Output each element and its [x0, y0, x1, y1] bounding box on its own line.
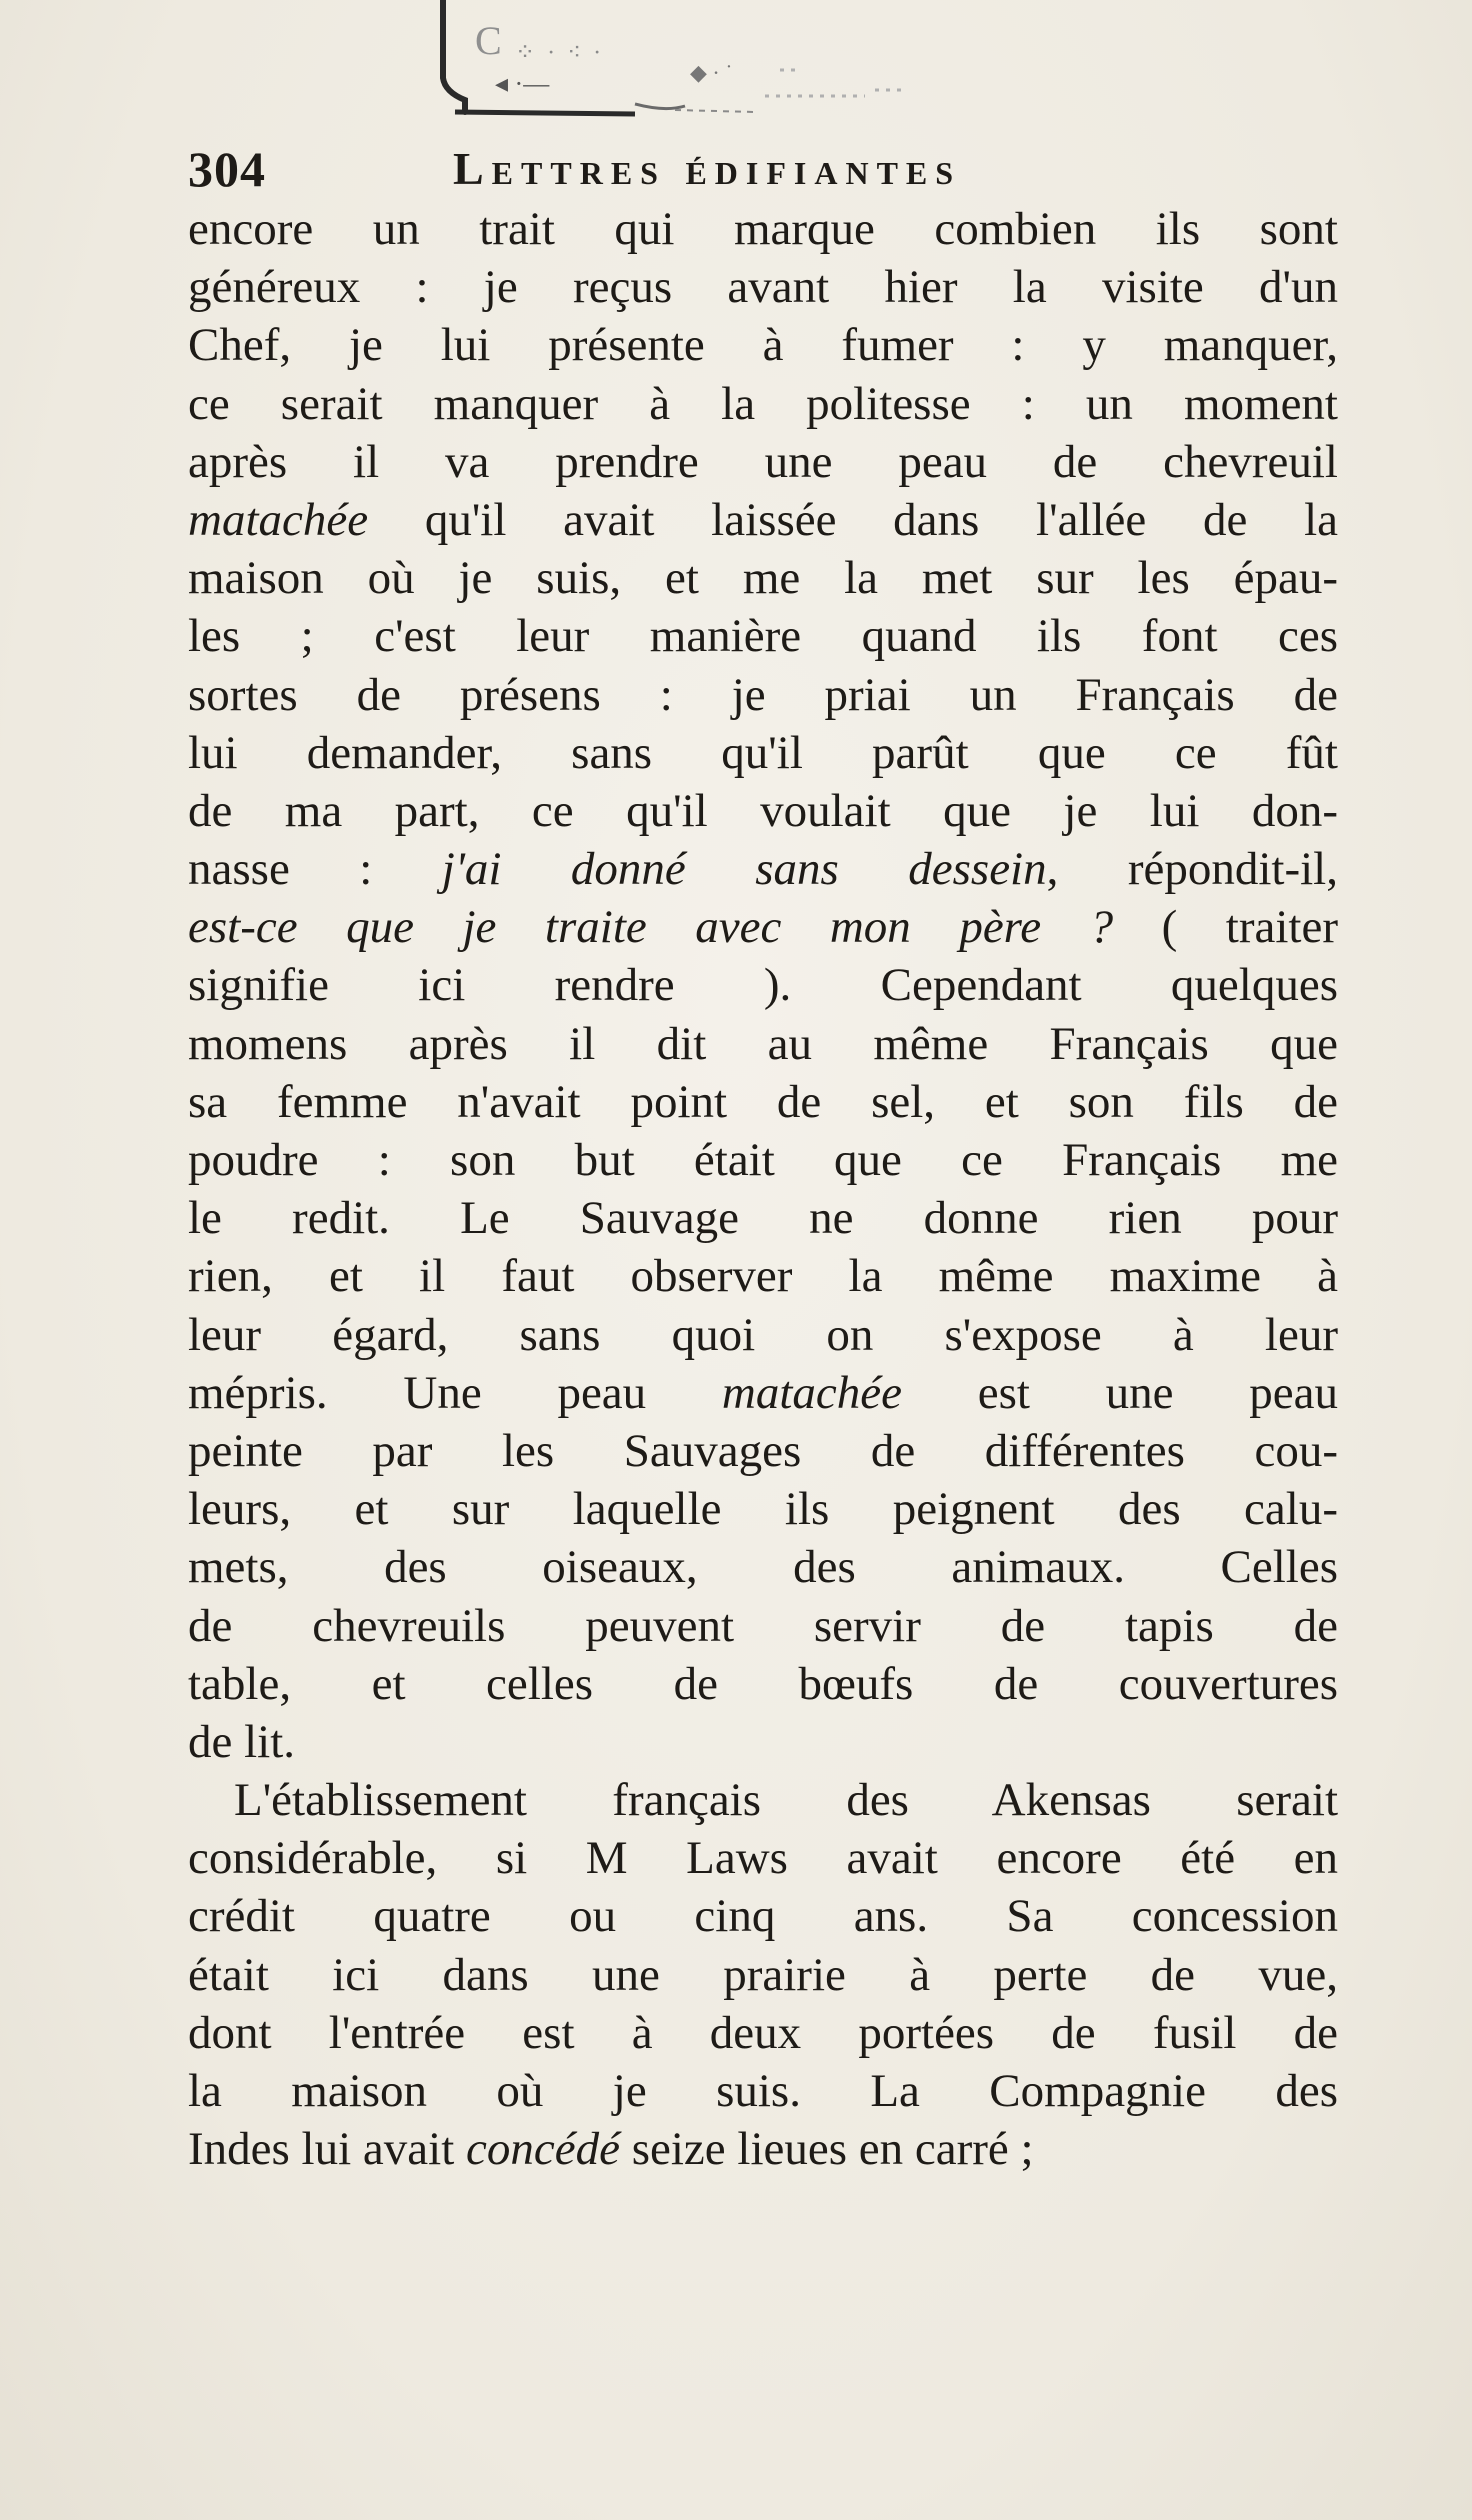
italic-text: j'ai donné sans dessein — [441, 843, 1047, 896]
text-line: signifie ici rendre ). Cependant quelques — [188, 959, 1338, 1012]
text-line: Chef, je lui présente à fumer : y manquer, — [188, 319, 1338, 372]
text-segment: , répondit-il, — [1046, 843, 1338, 896]
text-line: ce serait manquer à la politesse : un moment — [188, 377, 1338, 430]
text-line: sortes de présens : je priai un Français de — [188, 668, 1338, 721]
text-segment: Indes lui avait — [188, 2123, 467, 2176]
italic-text: matachée — [721, 1366, 902, 1419]
text-line: les ; c'est leur manière quand ils font ces — [188, 610, 1338, 663]
text-line: poudre : son but était que ce Français me — [188, 1134, 1338, 1186]
text-line: après il va prendre une peau de chevreuil — [188, 435, 1338, 488]
text-line: sa femme n'avait point de sel, et son fils de — [188, 1075, 1338, 1128]
text-segment: seize lieues en carré ; — [619, 2123, 1034, 2176]
italic-text: matachée — [188, 493, 369, 546]
text-line: de lit. — [188, 1715, 296, 1768]
text-line: mets, des oiseaux, des animaux. Celles — [188, 1541, 1338, 1594]
svg-text:⁘ · ⁖ ·: ⁘ · ⁖ · — [515, 40, 605, 66]
text-line: maison où je suis, et me la met sur les épau- — [188, 552, 1338, 605]
text-segment: ( traiter — [1113, 901, 1338, 954]
text-line: la maison où je suis. La Compagnie des — [188, 2065, 1338, 2117]
text-line: peinte par les Sauvages de différentes cou- — [188, 1424, 1338, 1477]
text-line — [188, 898, 1338, 956]
text-line — [188, 2120, 1338, 2178]
text-line: considérable, si M Laws avait encore été en — [188, 1832, 1338, 1885]
svg-text:C: C — [475, 18, 502, 63]
text-line: table, et celles de bœufs de couvertures — [188, 1657, 1338, 1710]
text-segment: nasse : — [188, 843, 442, 896]
text-line: L'établissement français des Akensas serait — [234, 1774, 1338, 1827]
text-line: lui demander, sans qu'il parût que ce fût — [188, 726, 1338, 779]
text-line: momens après il dit au même Français que — [188, 1017, 1338, 1070]
text-line: leur égard, sans quoi on s'expose à leur — [188, 1308, 1338, 1361]
page-number: 304 — [188, 141, 266, 197]
running-head — [188, 140, 1348, 200]
running-title: Lettres édifiantes — [453, 143, 962, 194]
text-line: leurs, et sur laquelle ils peignent des calu- — [188, 1483, 1338, 1536]
text-segment: est une peau — [902, 1366, 1338, 1419]
text-segment: mépris. Une peau — [188, 1366, 722, 1419]
text-segment: qu'il avait laissée dans l'allée de la — [368, 493, 1338, 546]
text-line — [188, 840, 1338, 898]
svg-text:◆ · ˙: ◆ · ˙ — [690, 60, 733, 85]
text-line: dont l'entrée est à deux portées de fusil de — [188, 2006, 1338, 2059]
text-line — [188, 491, 1338, 549]
italic-text: concédé — [466, 2123, 620, 2176]
text-line: encore un trait qui marque combien ils sont — [188, 203, 1338, 255]
italic-text: est-ce que je traite avec mon père ? — [188, 901, 1114, 954]
text-line: le redit. Le Sauvage ne donne rien pour — [188, 1192, 1338, 1245]
body-text — [188, 200, 1338, 2178]
text-line: généreux : je reçus avant hier la visite d'un — [188, 261, 1338, 314]
text-line — [188, 1364, 1338, 1422]
text-line: rien, et il faut observer la même maxime à — [188, 1250, 1338, 1303]
text-line: était ici dans une prairie à perte de vue, — [188, 1948, 1338, 2001]
text-line: de chevreuils peuvent servir de tapis de — [188, 1599, 1338, 1652]
svg-text:◂ ·—: ◂ ·— — [495, 69, 550, 98]
library-stamp — [435, 0, 935, 130]
text-line: de ma part, ce qu'il voulait que je lui don- — [188, 784, 1338, 837]
text-line: crédit quatre ou cinq ans. Sa concession — [188, 1890, 1338, 1943]
